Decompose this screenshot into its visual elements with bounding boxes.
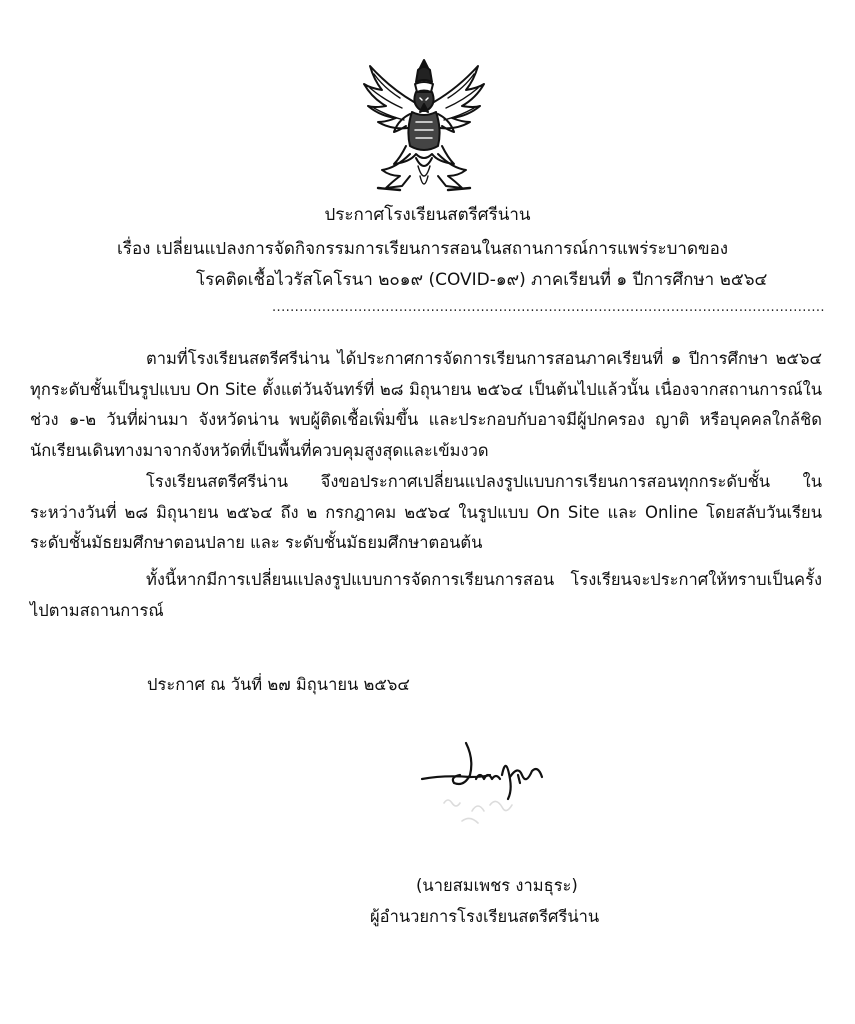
announcement-date: ประกาศ ณ วันที่ ๒๗ มิถุนายน ๒๕๖๔ [147, 675, 410, 694]
announcement-title: ประกาศโรงเรียนสตรีศรีน่าน [324, 205, 531, 225]
garuda-emblem-icon [360, 58, 488, 196]
body-paragraph-3: ทั้งนี้หากมีการเปลี่ยนแปลงรูปแบบการจัดการเรียนการสอน โรงเรียนจะประกาศให้ทราบเป็นครั้งไปตามสถานการณ์ [30, 570, 822, 620]
signer-name: (นายสมเพชร งามธุระ) [416, 876, 578, 895]
body-paragraph-2: โรงเรียนสตรีศรีน่าน จึงขอประกาศเปลี่ยนแปลงรูปแบบการเรียนการสอนทุกกระดับชั้น ในระหว่างวันที่ ๒๘ มิถุนายน ๒๕๖๔ ถึง ๒ กรกฎาคม ๒๕๖๔ ในรูปแบบ On Site และ Online โดยสลับวันเรียนระดับชั้นมัธยมศึกษาตอนปลาย และ ระดับชั้นมัธยมศึกษาตอนต้น [30, 472, 822, 552]
handwritten-signature-icon [414, 735, 564, 835]
subject-line-1: เรื่อง เปลี่ยนแปลงการจัดกิจกรรมการเรียนการสอนในสถานการณ์การแพร่ระบาดของ [117, 239, 729, 259]
body-paragraph-1: ตามที่โรงเรียนสตรีศรีน่าน ได้ประกาศการจัดการเรียนการสอนภาคเรียนที่ ๑ ปีการศึกษา ๒๕๖๔ ทุกระดับชั้นเป็นรูปแบบ On Site ตั้งแต่วันจันทร์ที่ ๒๘ มิถุนายน ๒๕๖๔ เป็นต้นไปแล้วนั้น เนื่องจากสถานการณ์ในช่วง ๑-๒ วันที่ผ่านมา จังหวัดน่าน พบผู้ติดเชื้อเพิ่มขึ้น และประกอบกับอาจมีผู้ปกครอง ญาติ หรือบุคคลใกล้ชิดนักเรียนเดินทางมาจากจังหวัดที่เป็นพื้นที่ควบคุมสูงสุดและเข้มงวด [30, 349, 822, 460]
subject-line-2: โรคติดเชื้อไวรัสโคโรนา ๒๐๑๙ (COVID-๑๙) ภาคเรียนที่ ๑ ปีการศึกษา ๒๕๖๔ [196, 270, 768, 290]
signer-title: ผู้อำนวยการโรงเรียนสตรีศรีน่าน [370, 907, 600, 926]
dotted-divider: .......................................................................................................................... [272, 300, 825, 315]
